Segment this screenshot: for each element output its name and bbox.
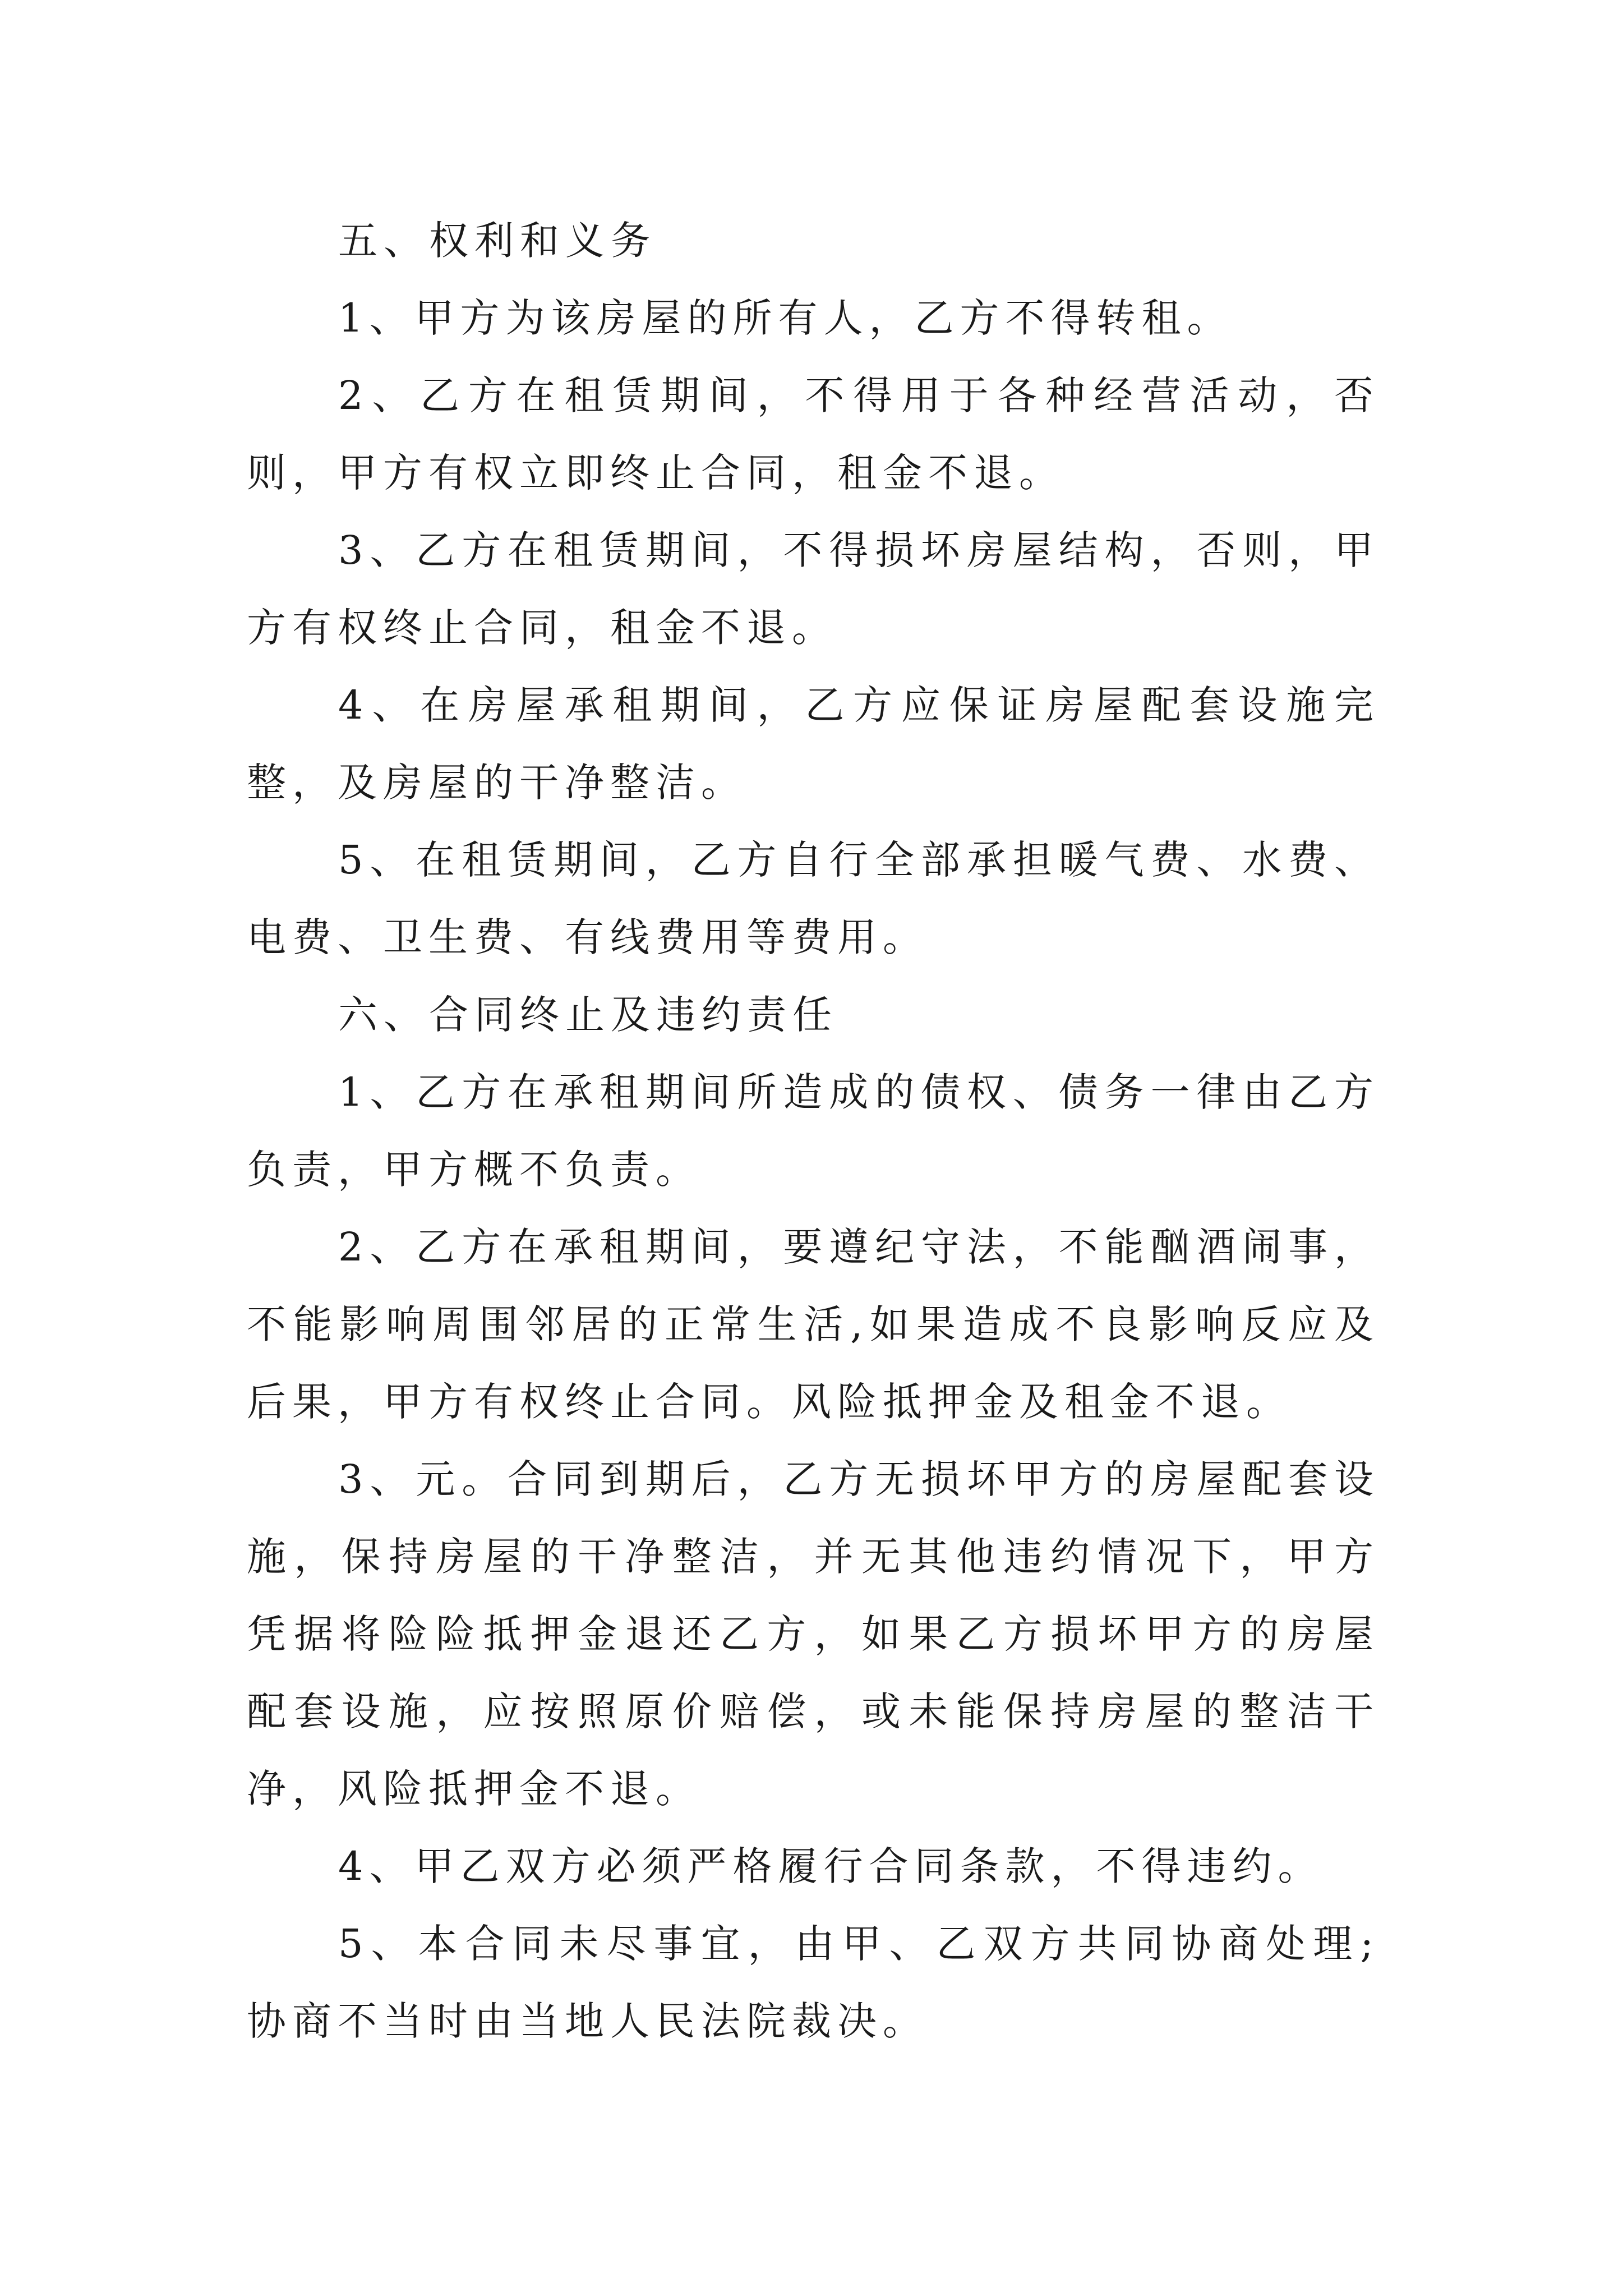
clause-6-1: 1、乙方在承租期间所造成的债权、债务一律由乙方负责，甲方概不负责。	[247, 1069, 1380, 1193]
clause-6-2: 2、乙方在承租期间，要遵纪守法，不能酗酒闹事，不能影响周围邻居的正常生活,如果造成不良影响反应及后果，甲方有权终止合同。风险抵押金及租金不退。	[247, 1224, 1380, 1425]
clause-5-5: 5、在租赁期间，乙方自行全部承担暖气费、水费、电费、卫生费、有线费用等费用。	[247, 837, 1380, 960]
clause-5-3: 3、乙方在租赁期间，不得损坏房屋结构，否则，甲方有权终止合同，租金不退。	[247, 527, 1380, 651]
clause-5-1: 1、甲方为该房屋的所有人，乙方不得转租。	[338, 295, 1233, 341]
section-heading-rights: 五、权利和义务	[338, 218, 656, 264]
clause-6-5: 5、本合同未尽事宜，由甲、乙双方共同协商处理;协商不当时由当地人民法院裁决。	[247, 1921, 1380, 2044]
document-body	[247, 202, 1380, 2060]
section-heading-termination: 六、合同终止及违约责任	[338, 992, 838, 1038]
clause-6-4: 4、甲乙双方必须严格履行合同条款，不得违约。	[338, 1843, 1324, 1889]
clause-5-4: 4、在房屋承租期间，乙方应保证房屋配套设施完整，及房屋的干净整洁。	[247, 682, 1380, 806]
clause-5-2: 2、乙方在租赁期间，不得用于各种经营活动，否则，甲方有权立即终止合同，租金不退。	[247, 372, 1380, 496]
clause-6-3: 3、元。合同到期后，乙方无损坏甲方的房屋配套设施，保持房屋的干净整洁，并无其他违约情况下，甲方凭据将险险抵押金退还乙方，如果乙方损坏甲方的房屋配套设施，应按照原价赔偿，或未能保持房屋的整洁干净，风险抵押金不退。	[247, 1456, 1380, 1812]
